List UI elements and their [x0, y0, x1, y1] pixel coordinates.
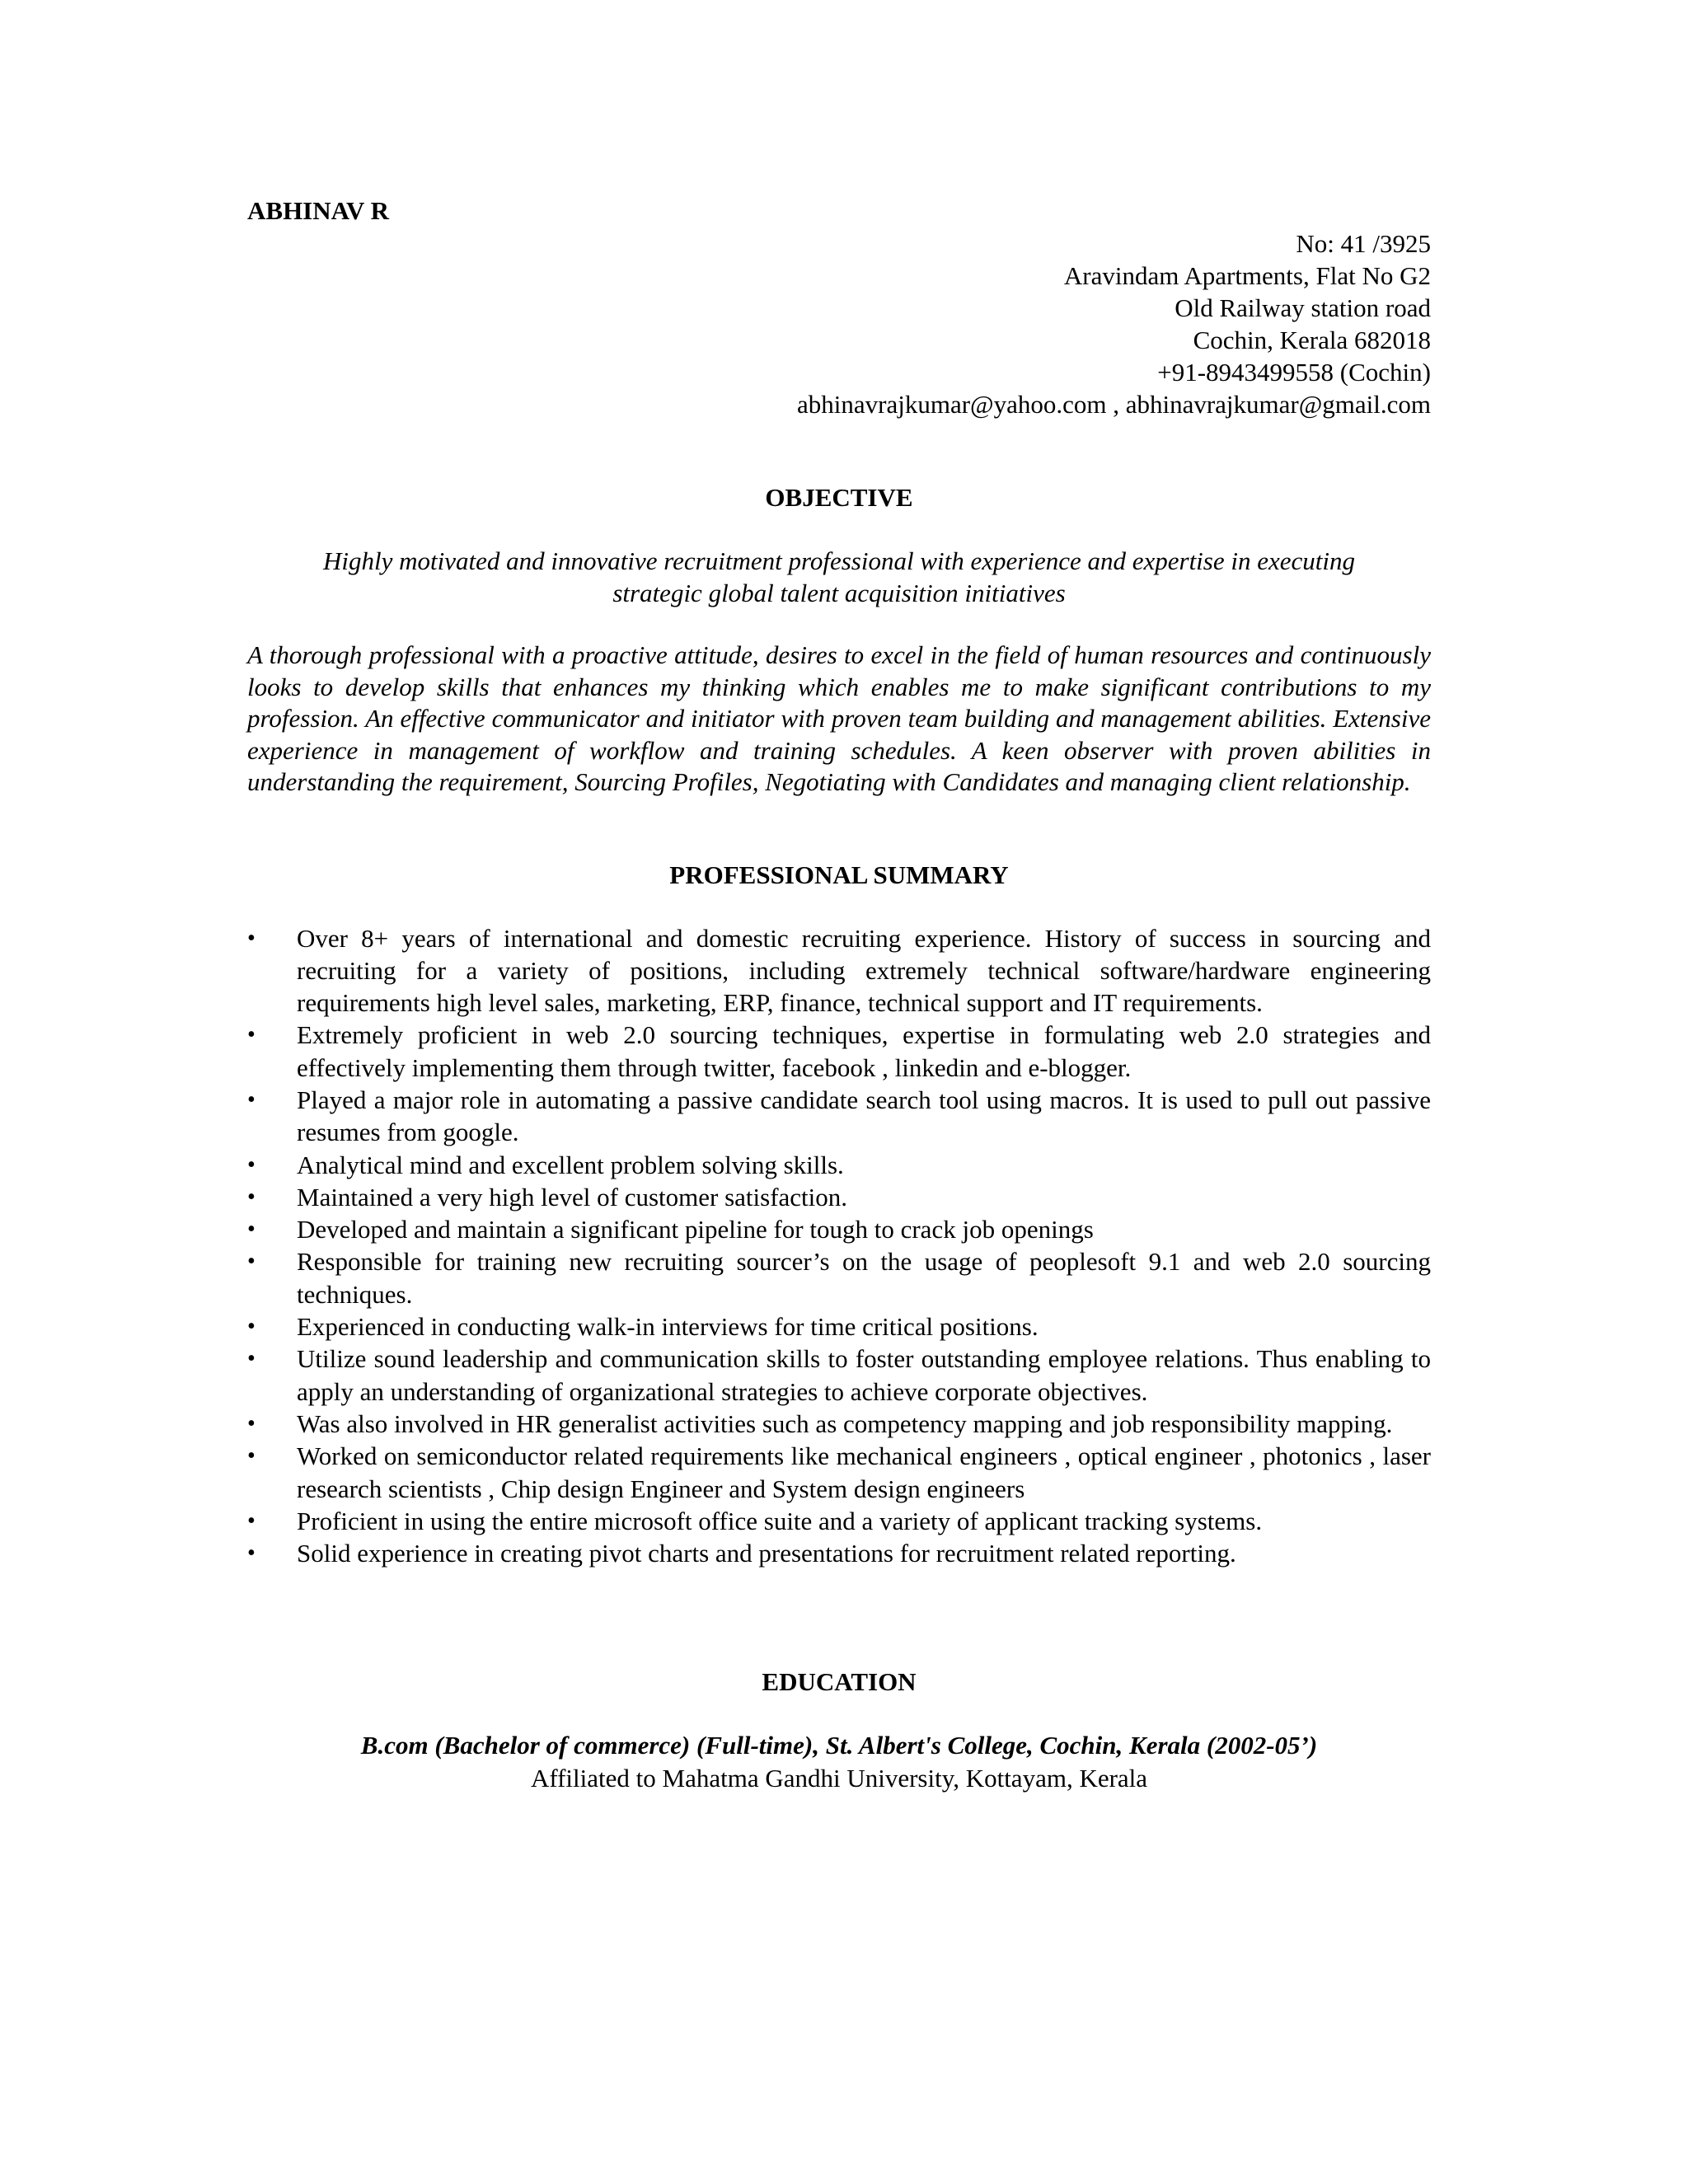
bullet-icon: •	[247, 1346, 256, 1372]
education-heading: EDUCATION	[762, 1667, 917, 1697]
email-addresses: abhinavrajkumar@yahoo.com , abhinavrajkumar@gmail.com	[797, 390, 1431, 419]
list-item	[247, 922, 1431, 1019]
list-item	[247, 1149, 1431, 1181]
list-item	[247, 1245, 1431, 1310]
list-item	[247, 1505, 1431, 1537]
summary-item-text: Proficient in using the entire microsoft office suite and a variety of applicant tracking systems.	[297, 1506, 1263, 1535]
objective-lead-statement: Highly motivated and innovative recruitment professional with experience and expertise in executing strategic global talent acquisition initiatives	[322, 546, 1355, 607]
summary-item-text: Worked on semiconductor related requirements like mechanical engineers , optical engineer , photonics , laser research scientists , Chip design Engineer and System design engineers	[297, 1441, 1431, 1503]
summary-item-text: Responsible for training new recruiting sourcer’s on the usage of peoplesoft 9.1 and web 2.0 sourcing techniques.	[297, 1247, 1431, 1309]
professional-summary-list	[247, 922, 1431, 1570]
summary-item-text: Utilize sound leadership and communication skills to foster outstanding employee relations. Thus enabling to apply an understanding of organizational strategies to achieve corporate objectives.	[297, 1344, 1431, 1406]
phone-number: +91-8943499558 (Cochin)	[1157, 358, 1431, 387]
education-affiliation: Affiliated to Mahatma Gandhi University, Kottayam, Kerala	[530, 1764, 1148, 1793]
bullet-icon: •	[247, 1183, 256, 1210]
summary-item-text: Was also involved in HR generalist activities such as competency mapping and job responsibility mapping.	[297, 1408, 1393, 1438]
address-line-street: Old Railway station road	[1175, 293, 1431, 322]
bullet-icon: •	[247, 1151, 256, 1178]
summary-item-text: Developed and maintain a significant pipeline for tough to crack job openings	[297, 1215, 1094, 1244]
candidate-name: ABHINAV R	[247, 196, 389, 225]
list-item	[247, 1440, 1431, 1505]
summary-item-text: Analytical mind and excellent problem solving skills.	[297, 1150, 844, 1179]
objective-heading: OBJECTIVE	[765, 483, 913, 512]
bullet-icon: •	[247, 1410, 256, 1436]
summary-item-text: Solid experience in creating pivot charts and presentations for recruitment related reporting.	[297, 1539, 1236, 1568]
list-item	[247, 1408, 1431, 1440]
bullet-icon: •	[247, 1086, 256, 1113]
address-line-house-number: No: 41 /3925	[1296, 229, 1431, 258]
list-item	[247, 1019, 1431, 1084]
list-item	[247, 1213, 1431, 1245]
bullet-icon: •	[247, 1314, 256, 1340]
list-item	[247, 1310, 1431, 1343]
summary-item-text: Experienced in conducting walk-in interviews for time critical positions.	[297, 1312, 1039, 1342]
bullet-icon: •	[247, 1216, 256, 1243]
professional-summary-heading: PROFESSIONAL SUMMARY	[669, 860, 1009, 889]
bullet-icon: •	[247, 925, 256, 951]
list-item	[247, 1181, 1431, 1213]
address-line-apartment: Aravindam Apartments, Flat No G2	[1063, 261, 1431, 290]
list-item	[247, 1084, 1431, 1149]
bullet-icon: •	[247, 1443, 256, 1469]
contact-address-block	[247, 227, 1431, 420]
bullet-icon: •	[247, 1507, 256, 1534]
education-degree: B.com (Bachelor of commerce) (Full-time), St. Albert's College, Cochin, Kerala (2002-05’)	[360, 1731, 1318, 1760]
summary-item-text: Maintained a very high level of customer satisfaction.	[297, 1182, 848, 1212]
bullet-icon: •	[247, 1022, 256, 1048]
address-line-city: Cochin, Kerala 682018	[1193, 326, 1431, 354]
bullet-icon: •	[247, 1540, 256, 1567]
list-item	[247, 1537, 1431, 1569]
objective-body-paragraph: A thorough professional with a proactive attitude, desires to excel in the field of human resources and continuously looks to develop skills that enhances my thinking which enables me to make significant contributions to my profession. An effective communicator and initiator with proven team building and management abilities. Extensive experience in management of workflow and training schedules. A keen observer with proven abilities in understanding the requirement, Sourcing Profiles, Negotiating with Candidates and managing client relationship.	[247, 640, 1431, 796]
summary-item-text: Over 8+ years of international and domestic recruiting experience. History of success in sourcing and recruiting for a variety of positions, including extremely technical software/hardware engineering requirements high level sales, marketing, ERP, finance, technical support and IT requirements.	[297, 923, 1431, 1018]
summary-item-text: Extremely proficient in web 2.0 sourcing techniques, expertise in formulating web 2.0 strategies and effectively implementing them through twitter, facebook , linkedin and e-blogger.	[297, 1020, 1431, 1082]
list-item	[247, 1343, 1431, 1408]
resume-page	[247, 194, 1431, 1795]
summary-item-text: Played a major role in automating a passive candidate search tool using macros. It is used to pull out passive resumes from google.	[297, 1085, 1431, 1147]
bullet-icon: •	[247, 1249, 256, 1275]
